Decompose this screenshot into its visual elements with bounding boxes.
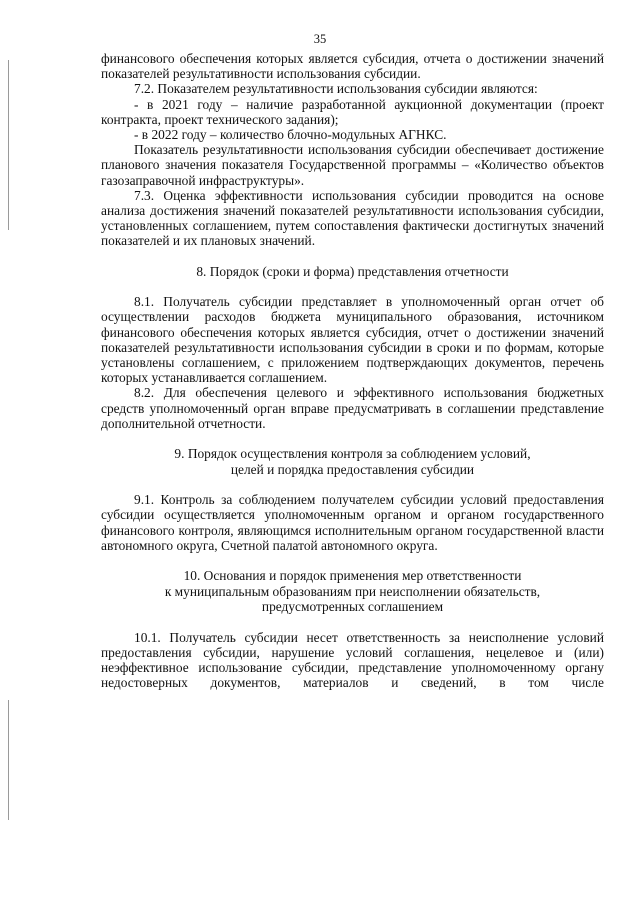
paragraph: Показатель результативности использования субсидии обеспечивает достижение планового значения показателя Государственной программы – «Количество объектов газозаправочной инфраструктуры».	[101, 142, 604, 188]
paragraph: 7.3. Оценка эффективности использования субсидии проводится на основе анализа достижения значений показателей результативности использования субсидии, установленных соглашением, путем сопоставления фактически достигнутых значений показателей и их плановых значений.	[101, 187, 604, 249]
section-heading-line: к муниципальным образованиям при неисполнении обязательств,	[164, 583, 541, 599]
section-gap	[101, 249, 604, 264]
paragraph: 9.1. Контроль за соблюдением получателем субсидии условий предоставления субсидии осуществляется уполномоченным органом и органом государственного финансового контроля, являющимся исполнительным органом государственной власти автономного округа, Счетной палатой автономного округа.	[101, 492, 604, 553]
section-heading-line: целей и порядка предоставления субсидии	[230, 461, 475, 477]
section-gap	[101, 477, 604, 492]
section-heading-line: 9. Порядок осуществления контроля за соблюдением условий,	[174, 446, 531, 462]
section-gap	[101, 553, 604, 568]
paragraph: - в 2021 году – наличие разработанной аукционной документации (проект контракта, проект технического задания);	[101, 96, 604, 127]
section-heading	[101, 446, 604, 477]
paragraph: финансового обеспечения которых является субсидия, отчета о достижении значений показателей результативности использования субсидии.	[101, 51, 604, 82]
scan-edge-mark	[8, 60, 9, 230]
paragraph: 8.1. Получатель субсидии представляет в уполномоченный орган отчет об осуществлении расходов бюджета муниципального образования, источником финансового обеспечения которых является субсидия, отчет о достижении значений показателей результативности использования субсидии в сроки и по формам, которые установлены соглашением, с приложением подтверждающих документов, перечень которых устанавливается соглашением.	[101, 294, 604, 386]
paragraph: 7.2. Показателем результативности использования субсидии являются:	[134, 81, 538, 97]
section-gap	[101, 279, 604, 294]
section-heading-line: 10. Основания и порядок применения мер ответственности	[183, 568, 522, 584]
section-heading	[101, 568, 604, 615]
document-body	[101, 51, 604, 691]
section-gap	[101, 431, 604, 446]
section-heading	[101, 264, 604, 280]
paragraph: 8.2. Для обеспечения целевого и эффективного использования бюджетных средств уполномоченный орган вправе предусматривать в соглашении представление дополнительной отчетности.	[101, 385, 604, 431]
section-gap	[101, 615, 604, 630]
page-number: 35	[313, 32, 327, 46]
scan-edge-mark	[8, 700, 9, 820]
section-heading-line: 8. Порядок (сроки и форма) представления отчетности	[196, 263, 509, 279]
paragraph: - в 2022 году – количество блочно-модульных АГНКС.	[134, 127, 447, 143]
paragraph: 10.1. Получатель субсидии несет ответственность за неисполнение условий предоставления субсидии, нарушение условий соглашения, нецелевое и (или) неэффективное использование субсидии, представление уполномоченному органу недостоверных документов, материалов и сведений, в том числе	[101, 629, 604, 691]
section-heading-line: предусмотренных соглашением	[261, 599, 444, 615]
